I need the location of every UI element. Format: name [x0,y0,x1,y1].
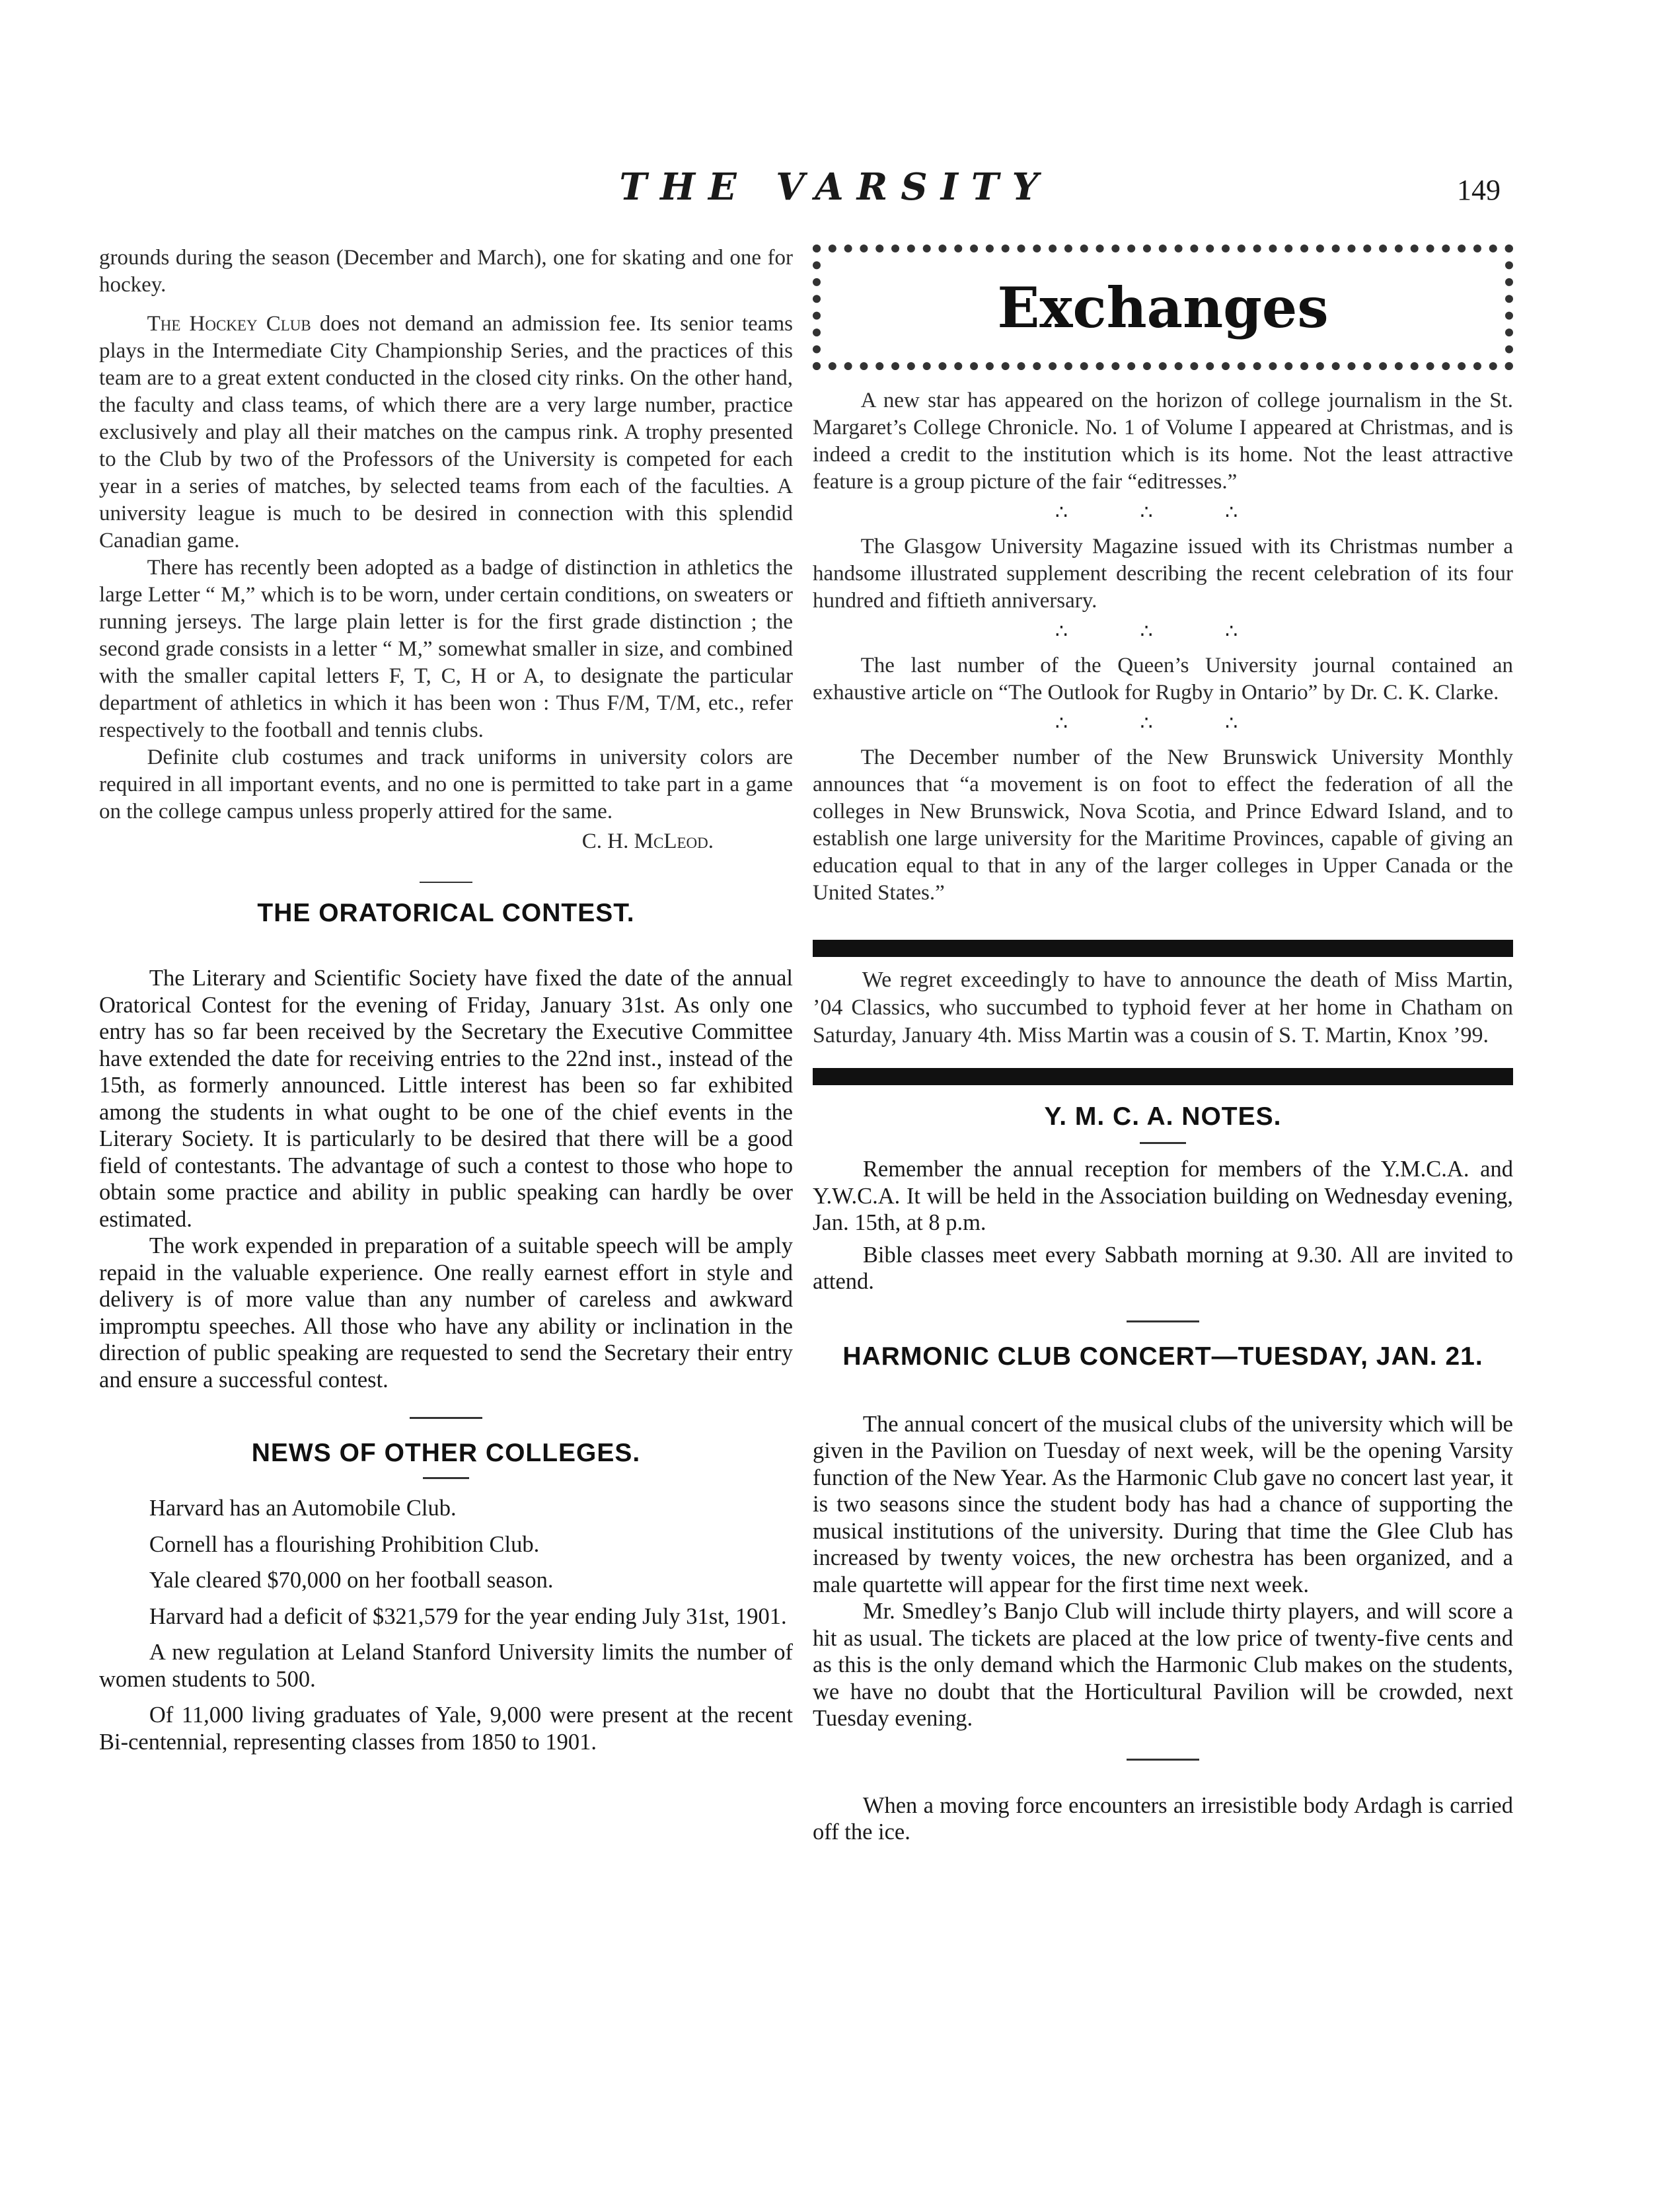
news-item: A new regulation at Leland Stanford University limits the number of women students to 500. [99,1640,793,1692]
page-number: 149 [1457,174,1501,206]
hockey-paragraph: Definite club costumes and track uniforms in university colors are required in all important events, and no one is permitted to take part in a game on the college campus unless properly attired for the same. [99,745,793,823]
separator-dots: ∴ ∴ ∴ [1055,501,1271,524]
separator-dots: ∴ ∴ ∴ [1055,620,1271,643]
exchange-paragraph: A new star has appeared on the horizon of college journalism in the St. Margaret’s College Chronicle. No. 1 of Volume I appeared at Christmas, and is indeed a credit to the institution which is its home. Not the least attractive feature is a group picture of the fair “editresses.” [813,389,1513,494]
hockey-paragraph: There has recently been adopted as a badge of distinction in athletics the large Letter “ M,” which is to be worn, under certain conditions, on sweaters or running jerseys. The large plain letter is for the first grade distinction ; the second grade consists in a letter “ M,” somewhat smaller in size, and combined with the smaller capital letters F, T, C, H or A, to designate the particular department of athletics in which it has been won : Thus F/M, T/M, etc., refer respectively to the football and tennis clubs. [99,556,793,742]
ymca-paragraph: Remember the annual reception for members of the Y.M.C.A. and Y.W.C.A. It will be held in the Association building on Wednesday evening, Jan. 15th, at 8 p.m. [813,1157,1513,1235]
harmonic-paragraph: The annual concert of the musical clubs of the university which will be given in the Pavilion on Tuesday of next week, will be the opening Varsity function of the New Year. As the Harmonic Club gave no concert last year, it is two seasons since the student body has had a chance of supporting the musical institutions of the university. During that time the Glee Club has increased by twenty voices, the new orchestra has been organized, and a male quartette will appear for the first time next week. [813,1411,1513,1597]
oratorical-paragraph: The Literary and Scientific Society have fixed the date of the annual Oratorical Contest for the evening of Friday, January 31st. As only one entry has so far been received by the Secretary the Executive Committee have extended the date for receiving entries to the 22nd inst., instead of the 15th, as formerly announced. Little interest has been so far exhibited among the students in what ought to be one of the chief events in the Literary Society. It is particularly to be desired that there will be a good field of contestants. The advantage of such a contest to those who hope to obtain some practice and ability in public speaking can hardly be over estimated. [99,966,793,1232]
running-title: THE VARSITY [619,165,1052,209]
hockey-club-lead: The Hockey Club [147,312,311,336]
hockey-paragraph: grounds during the season (December and March), one for skating and one for hockey. [99,246,793,297]
exchanges-heading: Exchanges [997,274,1329,340]
right-column [813,245,1513,1846]
news-heading: NEWS OF OTHER COLLEGES. [251,1439,641,1467]
author-signature: C. H. McLeod. [581,829,714,853]
left-column [99,245,793,1755]
section-divider [410,1417,482,1419]
oratorical-paragraph: The work expended in preparation of a suitable speech will be amply repaid in the valuable experience. One really earnest effort in style and delivery is of more value than any number of careless and awkward impromptu speeches. All those who have any ability or inclination in the direction of public speaking are requested to send the Secretary their entry and ensure a successful contest. [99,1233,793,1392]
exchange-paragraph: The last number of the Queen’s University journal contained an exhaustive article on “The Outlook for Rugby in Ontario” by Dr. C. K. Clarke. [813,654,1513,705]
ymca-paragraph: Bible classes meet every Sabbath morning at 9.30. All are invited to attend. [813,1242,1513,1294]
news-item: Cornell has a flourishing Prohibition Club. [149,1531,540,1557]
news-item: Of 11,000 living graduates of Yale, 9,000 were present at the recent Bi-centennial, representing classes from 1850 to 1901. [99,1702,793,1755]
closing-note: When a moving force encounters an irresistible body Ardagh is carried off the ice. [813,1792,1513,1845]
section-divider [1127,1320,1199,1322]
harmonic-heading: HARMONIC CLUB CONCERT—TUESDAY, JAN. 21. [842,1342,1483,1371]
news-list [99,1495,793,1755]
ymca-heading: Y. M. C. A. NOTES. [1044,1102,1282,1131]
section-divider [420,882,472,883]
separator-dots: ∴ ∴ ∴ [1055,712,1271,735]
section-divider [1140,1142,1186,1144]
news-item: Harvard had a deficit of $321,579 for the year ending July 31st, 1901. [149,1603,787,1629]
news-item: Yale cleared $70,000 on her football season. [149,1568,554,1593]
black-rule [813,1068,1513,1085]
section-divider [423,1477,469,1479]
oratorical-heading: THE ORATORICAL CONTEST. [257,899,635,927]
hockey-paragraph-text: does not demand an admission fee. Its senior teams plays in the Intermediate City Championship Series, and the practices of this team are to a great extent conducted in the closed city rinks. On the other hand, the faculty and class teams, of which there are a very large number, practice exclusively and play all their matches on the campus rink. A trophy presented to the Club by two of the Professors of the University is competed for each year in a series of matches, by selected teams from each of the faculties. A university league is much to be desired in connection with this splendid Canadian game. [99,312,793,553]
exchange-paragraph: The December number of the New Brunswick University Monthly announces that “a movement is on foot to effect the federation of all the colleges in New Brunswick, Nova Scotia, and Prince Edward Island, and to establish one large university for the Maritime Provinces, capable of giving an education equal to that in any of the larger colleges in Upper Canada or the United States.” [813,745,1513,905]
black-rule [813,940,1513,957]
section-divider [1127,1759,1199,1761]
exchange-paragraph: The Glasgow University Magazine issued with its Christmas number a handsome illustrated supplement describing the recent celebration of its four hundred and fiftieth anniversary. [813,535,1513,613]
obituary-notice: We regret exceedingly to have to announce the death of Miss Martin, ’04 Classics, who succumbed to typhoid fever at her home in Chatham on Saturday, January 4th. Miss Martin was a cousin of S. T. Martin, Knox ’99. [813,968,1513,1048]
news-item: Harvard has an Automobile Club. [149,1496,457,1521]
hockey-paragraph [99,311,793,554]
harmonic-paragraph: Mr. Smedley’s Banjo Club will include thirty players, and will score a hit as usual. The tickets are placed at the low price of twenty-five cents and as this is the only demand which the Harmonic Club makes on the students, we have no doubt that the Horticultural Pavilion will be crowded, next Tuesday evening. [813,1599,1513,1731]
exchanges-header-box [813,245,1513,370]
